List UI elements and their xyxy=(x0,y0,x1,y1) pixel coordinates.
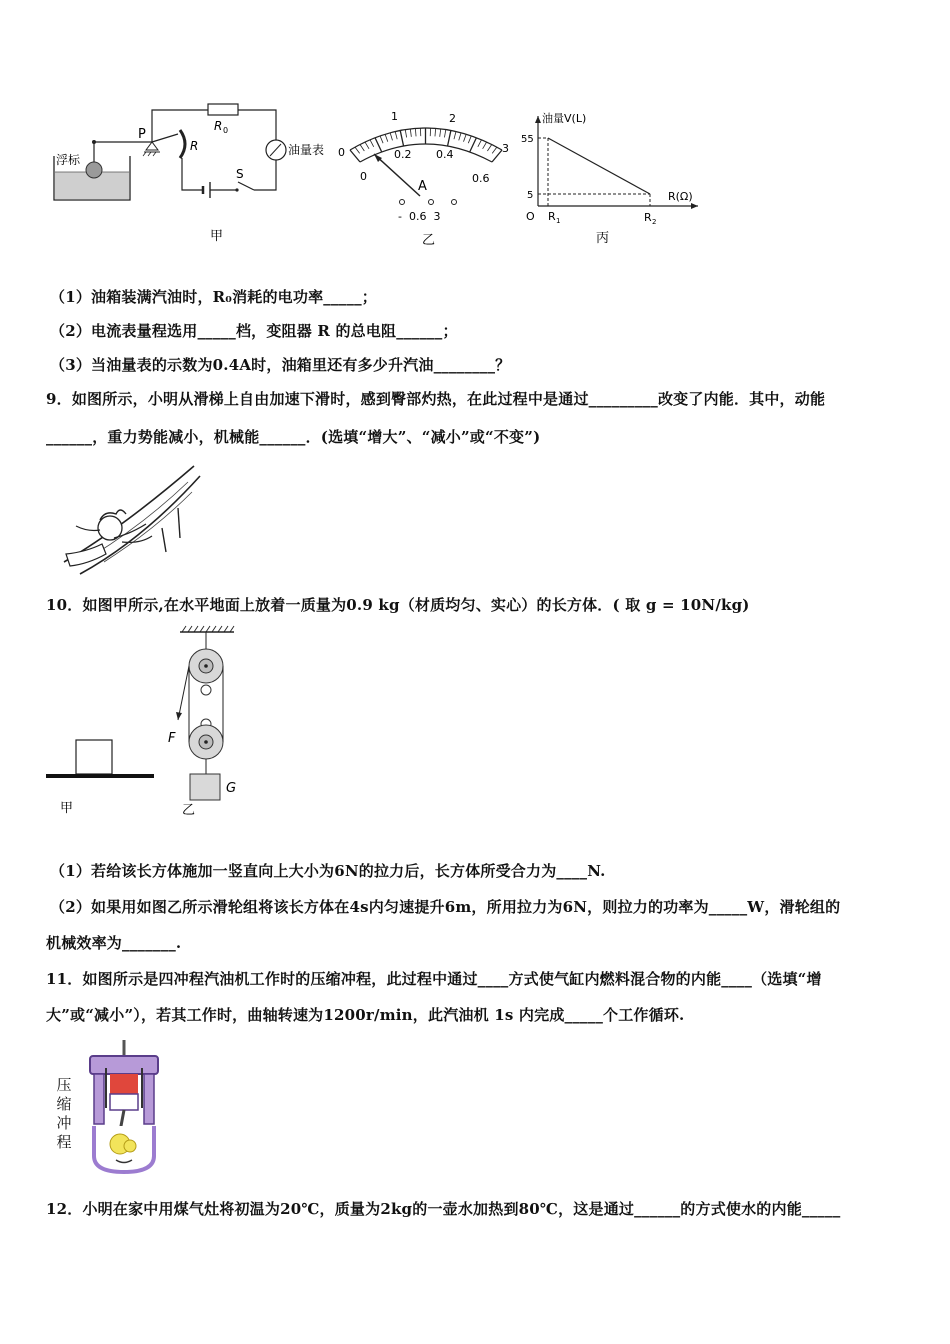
q8-part2: （2）电流表量程选用_____档，变阻器 R 的总电阻______； xyxy=(50,322,458,340)
q10-part1: （1）若给该长方体施加一竖直向上大小为6N的拉力后，长方体所受合力为____N. xyxy=(50,862,606,880)
s-label: S xyxy=(236,167,244,181)
x-axis-label: R(Ω) xyxy=(668,190,693,203)
graph-figure-bing xyxy=(518,108,708,246)
q12-line1: 12．小明在家中用煤气灶将初温为20℃，质量为2kg的一壶水加热到80℃，这是通过______的方式使水的内能_____ xyxy=(46,1200,841,1218)
q10-line1: 10．如图甲所示,在水平地面上放着一质量为0.9 kg（材质均匀、实心）的长方体．( 取 g = 10N/kg) xyxy=(46,596,750,614)
q9-line1: 9．如图所示，小明从滑梯上自由加速下滑时，感到臀部灼热，在此过程中是通过_________改变了内能．其中，动能 xyxy=(46,390,826,408)
stroke-label xyxy=(55,1076,73,1152)
weight-g-label: G xyxy=(226,781,237,796)
dial-tick xyxy=(395,132,397,140)
dial-tick xyxy=(400,130,403,146)
dial-tick xyxy=(464,134,467,141)
inner-tick-06: 0.6 xyxy=(472,172,490,185)
y-axis-label: 油量V(L) xyxy=(542,112,587,125)
r1-label: R xyxy=(548,210,556,223)
pulley-figure-yi xyxy=(162,624,252,822)
inner-tick-04: 0.4 xyxy=(436,148,454,161)
dial-tick xyxy=(355,147,360,153)
inner-tick-02: 0.2 xyxy=(394,148,412,161)
dial-tick xyxy=(492,147,497,153)
dial-tick xyxy=(405,130,406,138)
block-figure-jia xyxy=(46,730,158,820)
top-tick-1: 1 xyxy=(391,110,398,123)
dial-tick xyxy=(487,145,491,151)
q8-part1: （1）油箱装满汽油时，R₀消耗的电功率_____； xyxy=(50,288,377,306)
origin-label: O xyxy=(526,210,535,223)
q8-part3: （3）当油量表的示数为0.4A时，油箱里还有多少升汽油________？ xyxy=(50,356,511,374)
float-label: 浮标 xyxy=(56,153,81,167)
q10-part2a: （2）如果用如图乙所示滑轮组将该长方体在4s内匀速提升6m，所用拉力为6N，则拉力的功率为_____W，滑轮组的 xyxy=(50,898,841,916)
top-tick-2: 2 xyxy=(449,112,456,125)
caption-fig-yi: 乙 xyxy=(182,803,196,818)
r1-sub: 1 xyxy=(556,217,561,225)
dial-tick xyxy=(390,133,392,141)
stroke-char-2: 缩 xyxy=(56,1095,72,1113)
circuit-figure-jia xyxy=(48,96,338,246)
dial-tick xyxy=(444,130,445,138)
dial-tick xyxy=(380,136,383,143)
q10-part2b: 机械效率为_______. xyxy=(46,934,182,952)
right-tick-3: 3 xyxy=(502,142,509,155)
stroke-char-1: 压 xyxy=(56,1076,72,1094)
unit-a: A xyxy=(418,179,427,194)
stroke-char-4: 程 xyxy=(56,1133,72,1151)
p-label: P xyxy=(138,127,146,142)
caption-jia: 甲 xyxy=(210,229,224,244)
dial-tick xyxy=(468,136,471,143)
stroke-char-3: 冲 xyxy=(56,1114,72,1132)
caption-fig-jia: 甲 xyxy=(60,801,74,816)
ammeter-figure-yi xyxy=(330,100,520,248)
dial-scale xyxy=(350,128,502,162)
q11-line2: 大”或“减小”），若其工作时，曲轴转速为1200r/min，此汽油机 1s 内完成_____个工作循环. xyxy=(46,1006,685,1024)
dial-tick xyxy=(454,132,456,140)
dial-tick xyxy=(435,128,436,136)
left-tick-0a: 0 xyxy=(338,146,345,159)
r0-label: R xyxy=(214,119,223,133)
caption-yi: 乙 xyxy=(422,233,436,248)
dial-tick xyxy=(415,128,416,136)
dial-tick xyxy=(375,138,382,152)
meter-label: 油量表 xyxy=(288,143,325,157)
dial-tick xyxy=(365,142,369,149)
dial-tick xyxy=(440,129,441,137)
r2-label: R xyxy=(644,211,652,224)
dial-tick xyxy=(370,140,374,147)
dial-tick xyxy=(410,129,411,137)
caption-bing: 丙 xyxy=(596,231,610,246)
dial-tick xyxy=(478,140,482,147)
force-f-label: F xyxy=(168,731,176,746)
y-tick-5: 5 xyxy=(527,190,534,201)
left-tick-0b: 0 xyxy=(360,170,367,183)
r0-sub: 0 xyxy=(223,126,229,135)
q9-line2: ______，重力势能减小，机械能______．(选填“增大”、“减小”或“不变”) xyxy=(46,428,541,446)
r2-sub: 2 xyxy=(652,218,657,226)
q11-line1: 11．如图所示是四冲程汽油机工作时的压缩冲程，此过程中通过____方式使气缸内燃料混合物的内能____（选填“增 xyxy=(46,970,822,988)
dial-tick xyxy=(385,134,388,141)
dial-tick xyxy=(470,138,477,152)
slide-illustration xyxy=(52,458,202,580)
dial-tick xyxy=(360,145,364,151)
engine-illustration xyxy=(80,1038,164,1178)
y-tick-55: 55 xyxy=(521,134,534,145)
terminals: - 0.6 3 xyxy=(398,210,441,223)
dial-tick xyxy=(459,133,461,141)
dial-tick xyxy=(483,142,487,149)
r-label: R xyxy=(190,139,199,153)
dial-tick xyxy=(448,130,451,146)
